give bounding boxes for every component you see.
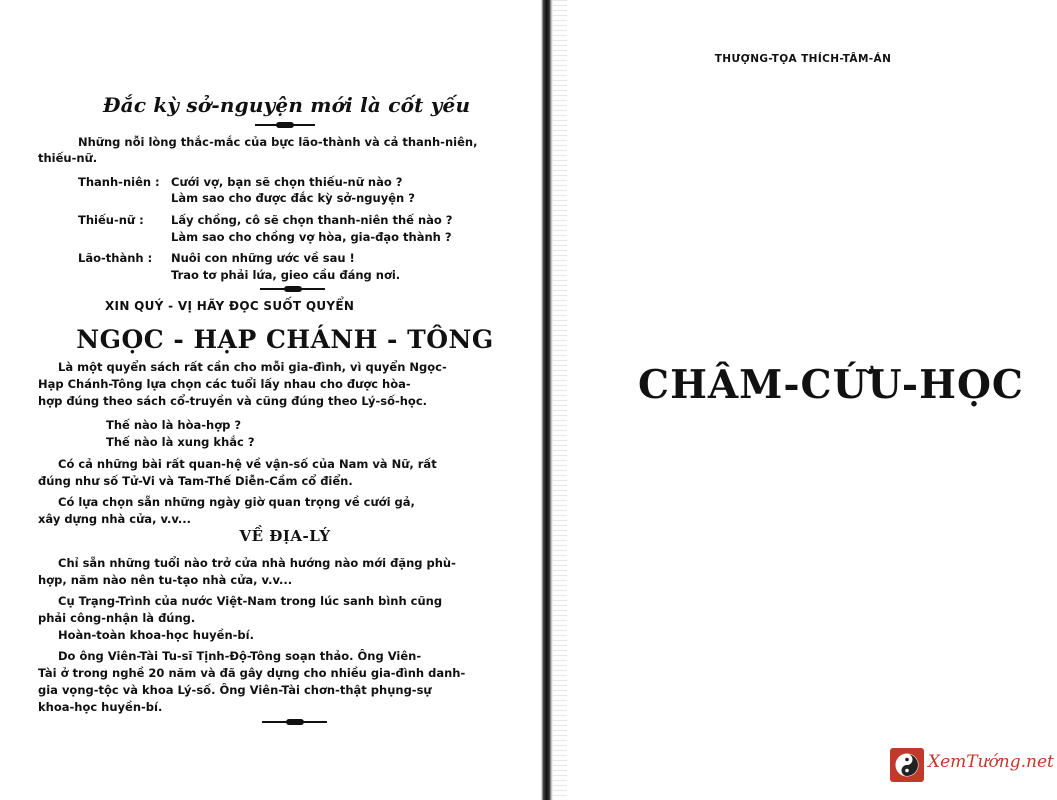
book-title: NGỌC - HẠP CHÁNH - TÔNG [76,325,494,354]
para7-line-4: khoa-học huyền-bí. [38,700,163,714]
watermark-logo [890,748,924,782]
dialog-maiden-line-2: Làm sao cho chồng vợ hòa, gia-đạo thành ? [171,230,452,244]
para3-line-2: xây dựng nhà cửa, v.v... [38,512,192,526]
invite-line: XIN QUÝ - VỊ HÃY ĐỌC SUỐT QUYỂN [105,299,355,313]
para1-line-1: Là một quyển sách rất cần cho mỗi gia-đình, vì quyển Ngọc- [58,360,447,374]
para1-line-3: hợp đúng theo sách cổ-truyền và cũng đúng theo Lý-số-học. [38,394,428,408]
para1-line-2: Hạp Chánh-Tông lựa chọn các tuổi lấy nhau cho được hòa- [38,377,411,391]
para5-line-2: phải công-nhận là đúng. [38,611,196,625]
para7-line-2: Tài ở trong nghề 20 năm và đã gây dựng cho nhiều gia-đình danh- [38,666,466,680]
yin-yang-icon [895,753,919,777]
dialog-maiden-line-1: Lấy chồng, cô sẽ chọn thanh-niên thế nào ? [171,213,453,227]
question-2: Thế nào là xung khắc ? [106,435,255,449]
para4-line-2: hợp, năm nào nên tu-tạo nhà cửa, v.v... [38,573,293,587]
para5-line-1: Cụ Trạng-Trình của nước Việt-Nam trong lúc sanh bình cũng [58,594,443,608]
para4-line-1: Chỉ sẵn những tuổi nào trở cửa nhà hướng nào mới đặng phù- [58,556,456,570]
watermark-text: XemTướng.net [928,752,1054,772]
intro-line-2: thiếu-nữ. [38,151,98,165]
book-main-title: CHÂM-CỨU-HỌC [638,362,1024,408]
para6-line: Hoàn-toàn khoa-học huyền-bí. [58,628,254,642]
dialog-youth-line-1: Cưới vợ, bạn sẽ chọn thiếu-nữ nào ? [171,175,403,189]
left-page-title: Đắc kỳ sở-nguyện mới là cốt yếu [103,93,471,117]
para3-line-1: Có lựa chọn sẵn những ngày giờ quan trọng về cưới gả, [58,495,415,509]
para2-line-2: đúng như số Tử-Vi và Tam-Thế Diễn-Cầm cổ điển. [38,474,353,488]
author-name: THƯỢNG-TỌA THÍCH-TÂM-ÁN [714,53,892,65]
section-heading: VỀ ĐỊA-LÝ [239,527,331,545]
right-page [556,0,1057,800]
para7-line-1: Do ông Viên-Tài Tu-sĩ Tịnh-Độ-Tông soạn thảo. Ông Viên- [58,649,422,663]
watermark [890,748,1054,782]
closing-ornament [262,721,327,723]
dialog-ornament [260,288,325,290]
dialog-elder-line-1: Nuôi con những ước về sau ! [171,251,355,265]
intro-line-1: Những nỗi lòng thắc-mắc của bực lão-thành và cả thanh-niên, [78,135,478,149]
dialog-label-youth: Thanh-niên : [78,175,160,189]
dialog-label-maiden: Thiếu-nữ : [78,213,144,227]
title-ornament [255,124,315,126]
book-gutter [541,0,553,800]
question-1: Thế nào là hòa-hợp ? [106,418,242,432]
para7-line-3: gia vọng-tộc và khoa Lý-số. Ông Viên-Tài chơn-thật phụng-sự [38,683,432,697]
dialog-label-elder: Lão-thành : [78,251,153,265]
para2-line-1: Có cả những bài rất quan-hệ về vận-số của Nam và Nữ, rất [58,457,437,471]
dialog-youth-line-2: Làm sao cho được đắc kỳ sở-nguyện ? [171,191,415,205]
dialog-elder-line-2: Trao tơ phải lứa, gieo cầu đáng nơi. [171,268,401,282]
